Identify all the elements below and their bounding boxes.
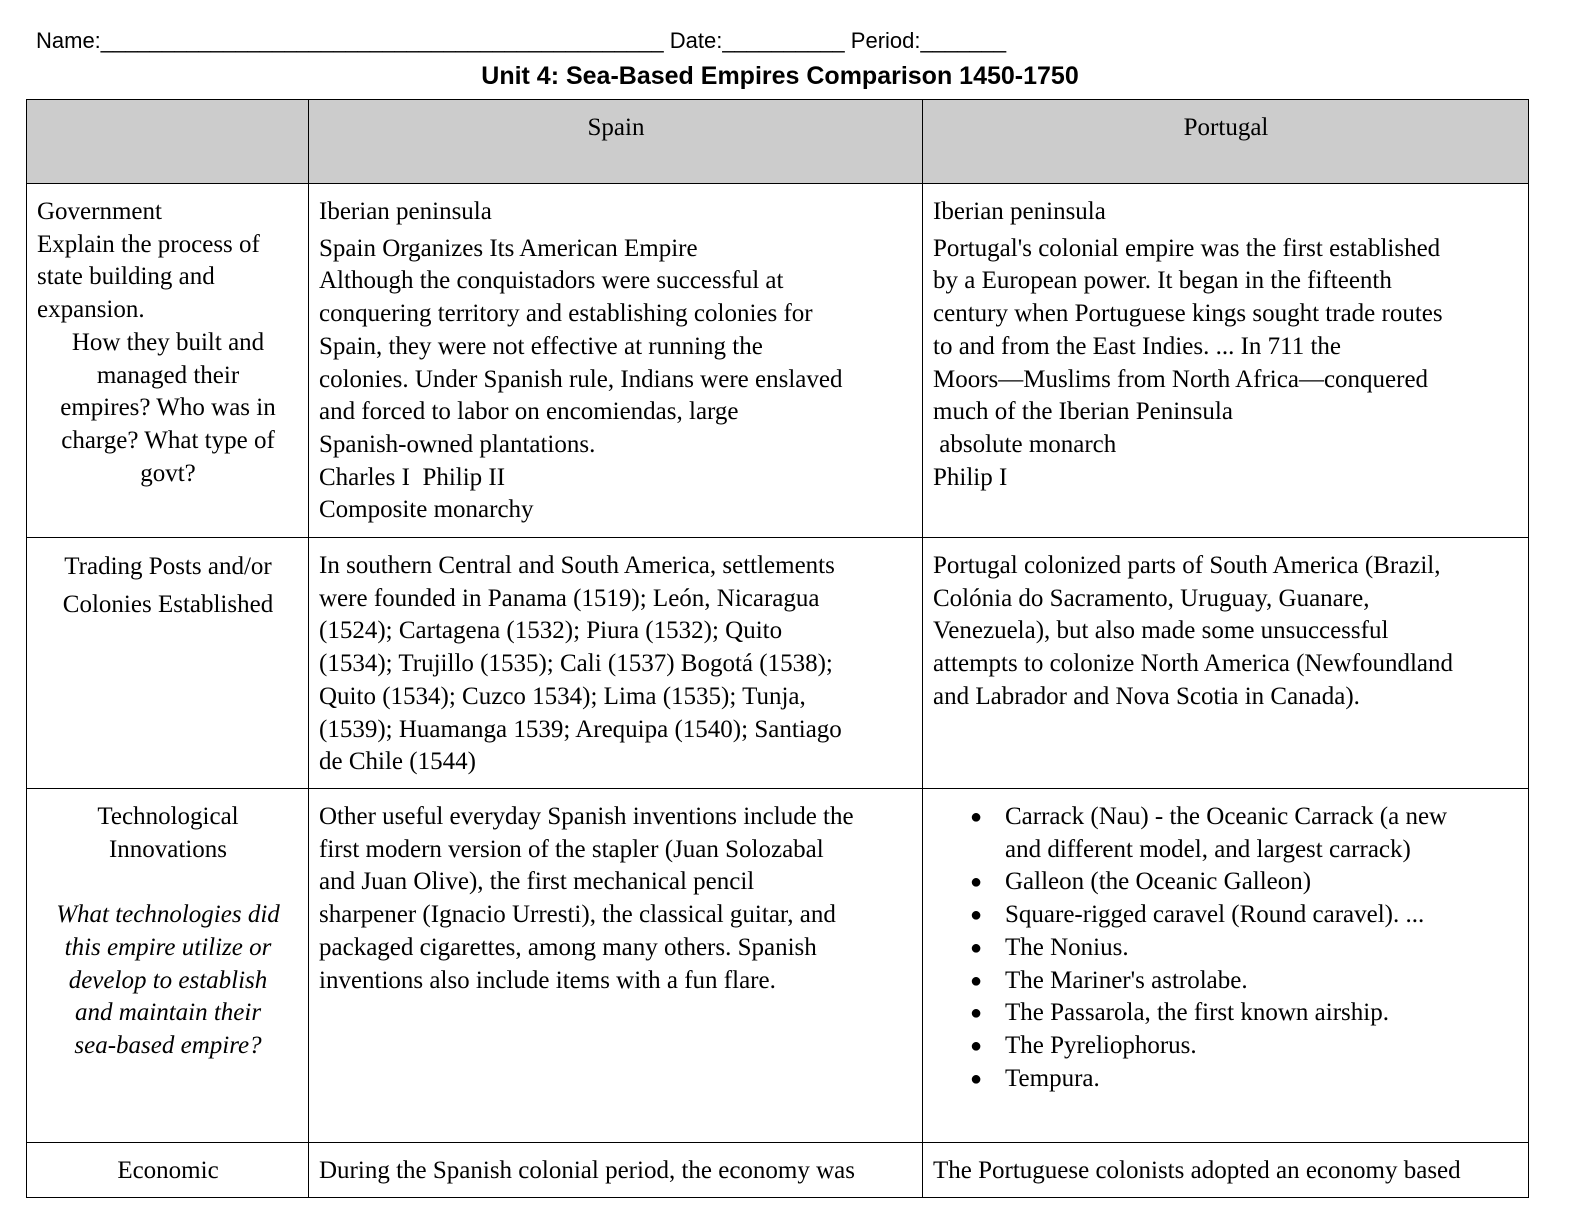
row-label-economic: Economic bbox=[26, 1142, 309, 1198]
spain-government-text: Spain Organizes Its American Empire Although the conquistadors were successful at conquering territory and establishing colonies for Spain, they were not effective at running the colonies. Under Spanish rule, Indians were enslaved and forced to labor on encomiendas, large Spanish-owned plantations. Charles I Philip II Composite monarchy bbox=[319, 234, 843, 524]
row-label-trading-posts: Trading Posts and/or Colonies Established bbox=[26, 537, 309, 789]
portugal-government-text: Portugal's colonial empire was the first established by a European power. It began in the fifteenth century when Portuguese kings sought trade routes to and from the East Indies. ... In 711 the Moors—Muslims from North Africa—conquered much of the Iberian Peninsula absolute monarch Philip I bbox=[933, 234, 1443, 491]
row-label-technology bbox=[26, 788, 309, 1143]
list-item: ● The Pyreliophorus. bbox=[1005, 1030, 1519, 1063]
portugal-economic-cell[interactable]: The Portuguese colonists adopted an economy based bbox=[922, 1142, 1529, 1198]
list-item: ● The Passarola, the first known airship. bbox=[1005, 997, 1519, 1030]
bullet-icon: ● bbox=[970, 871, 983, 894]
spain-economic-cell[interactable]: During the Spanish colonial period, the economy was bbox=[308, 1142, 923, 1198]
page-title: Unit 4: Sea-Based Empires Comparison 1450-1750 bbox=[481, 62, 1079, 90]
government-label: Government Explain the process of state building and expansion. bbox=[37, 198, 260, 324]
header-cell-portugal: Portugal bbox=[922, 99, 1529, 184]
portugal-technology-list bbox=[923, 801, 1519, 1095]
list-item: ● The Nonius. bbox=[1005, 932, 1519, 965]
portugal-government-heading: Iberian peninsula bbox=[933, 198, 1106, 225]
bullet-icon: ● bbox=[970, 904, 983, 927]
bullet-icon: ● bbox=[970, 1002, 983, 1025]
header-cell-spain: Spain bbox=[308, 99, 923, 184]
spain-trading-posts-cell[interactable]: In southern Central and South America, settlements were founded in Panama (1519); León, Nicaragua (1524); Cartagena (1532); Piura (1532); Quito (1534); Trujillo (1535); Cali (1537) Bogotá (1538); Quito (1534); Cuzco 1534); Lima (1535); Tunja, (1539); Huamanga 1539; Arequipa (1540); Santiago de Chile (1544) bbox=[308, 537, 923, 789]
technology-prompt: What technologies did this empire utilize or develop to establish and maintain their sea-based empire? bbox=[56, 901, 280, 1059]
list-item: ● Carrack (Nau) - the Oceanic Carrack (a new and different model, and largest carrack) bbox=[970, 803, 1448, 863]
spain-technology-cell[interactable]: Other useful everyday Spanish inventions include the first modern version of the stapler (Juan Solozabal and Juan Olive), the first mechanical pencil sharpener (Ignacio Urresti), the classical guitar, and packaged cigarettes, among many others. Spanish inventions also include items with a fun flare. bbox=[308, 788, 923, 1143]
list-item: ● Tempura. bbox=[1005, 1063, 1519, 1096]
portugal-government-cell[interactable] bbox=[922, 183, 1529, 538]
bullet-icon: ● bbox=[970, 806, 983, 828]
government-prompt: How they built and managed their empires? Who was in charge? What type of govt? bbox=[60, 328, 276, 487]
portugal-trading-posts-cell[interactable]: Portugal colonized parts of South America (Brazil, Colónia do Sacramento, Uruguay, Guanare, Venezuela), but also made some unsuccessful attempts to colonize North America (Newfoundland and Labrador and Nova Scotia in Canada). bbox=[922, 537, 1529, 789]
name-date-period-line[interactable]: Name:______________________________________________ Date:__________ Period:_______ bbox=[36, 28, 1007, 53]
technology-label: Technological Innovations bbox=[97, 803, 239, 863]
bullet-icon: ● bbox=[970, 1067, 983, 1090]
list-item: ● The Mariner's astrolabe. bbox=[1005, 965, 1519, 998]
list-item: ● Galleon (the Oceanic Galleon) bbox=[1005, 866, 1519, 899]
bullet-icon: ● bbox=[970, 969, 983, 992]
list-item: ● Square-rigged caravel (Round caravel). ... bbox=[1005, 899, 1519, 932]
spain-government-cell[interactable] bbox=[308, 183, 923, 538]
row-label-government bbox=[26, 183, 309, 538]
bullet-icon: ● bbox=[970, 1034, 983, 1057]
portugal-technology-cell[interactable] bbox=[922, 788, 1529, 1143]
header-cell-empty bbox=[26, 99, 309, 184]
bullet-icon: ● bbox=[970, 936, 983, 959]
spain-government-heading: Iberian peninsula bbox=[319, 198, 492, 225]
